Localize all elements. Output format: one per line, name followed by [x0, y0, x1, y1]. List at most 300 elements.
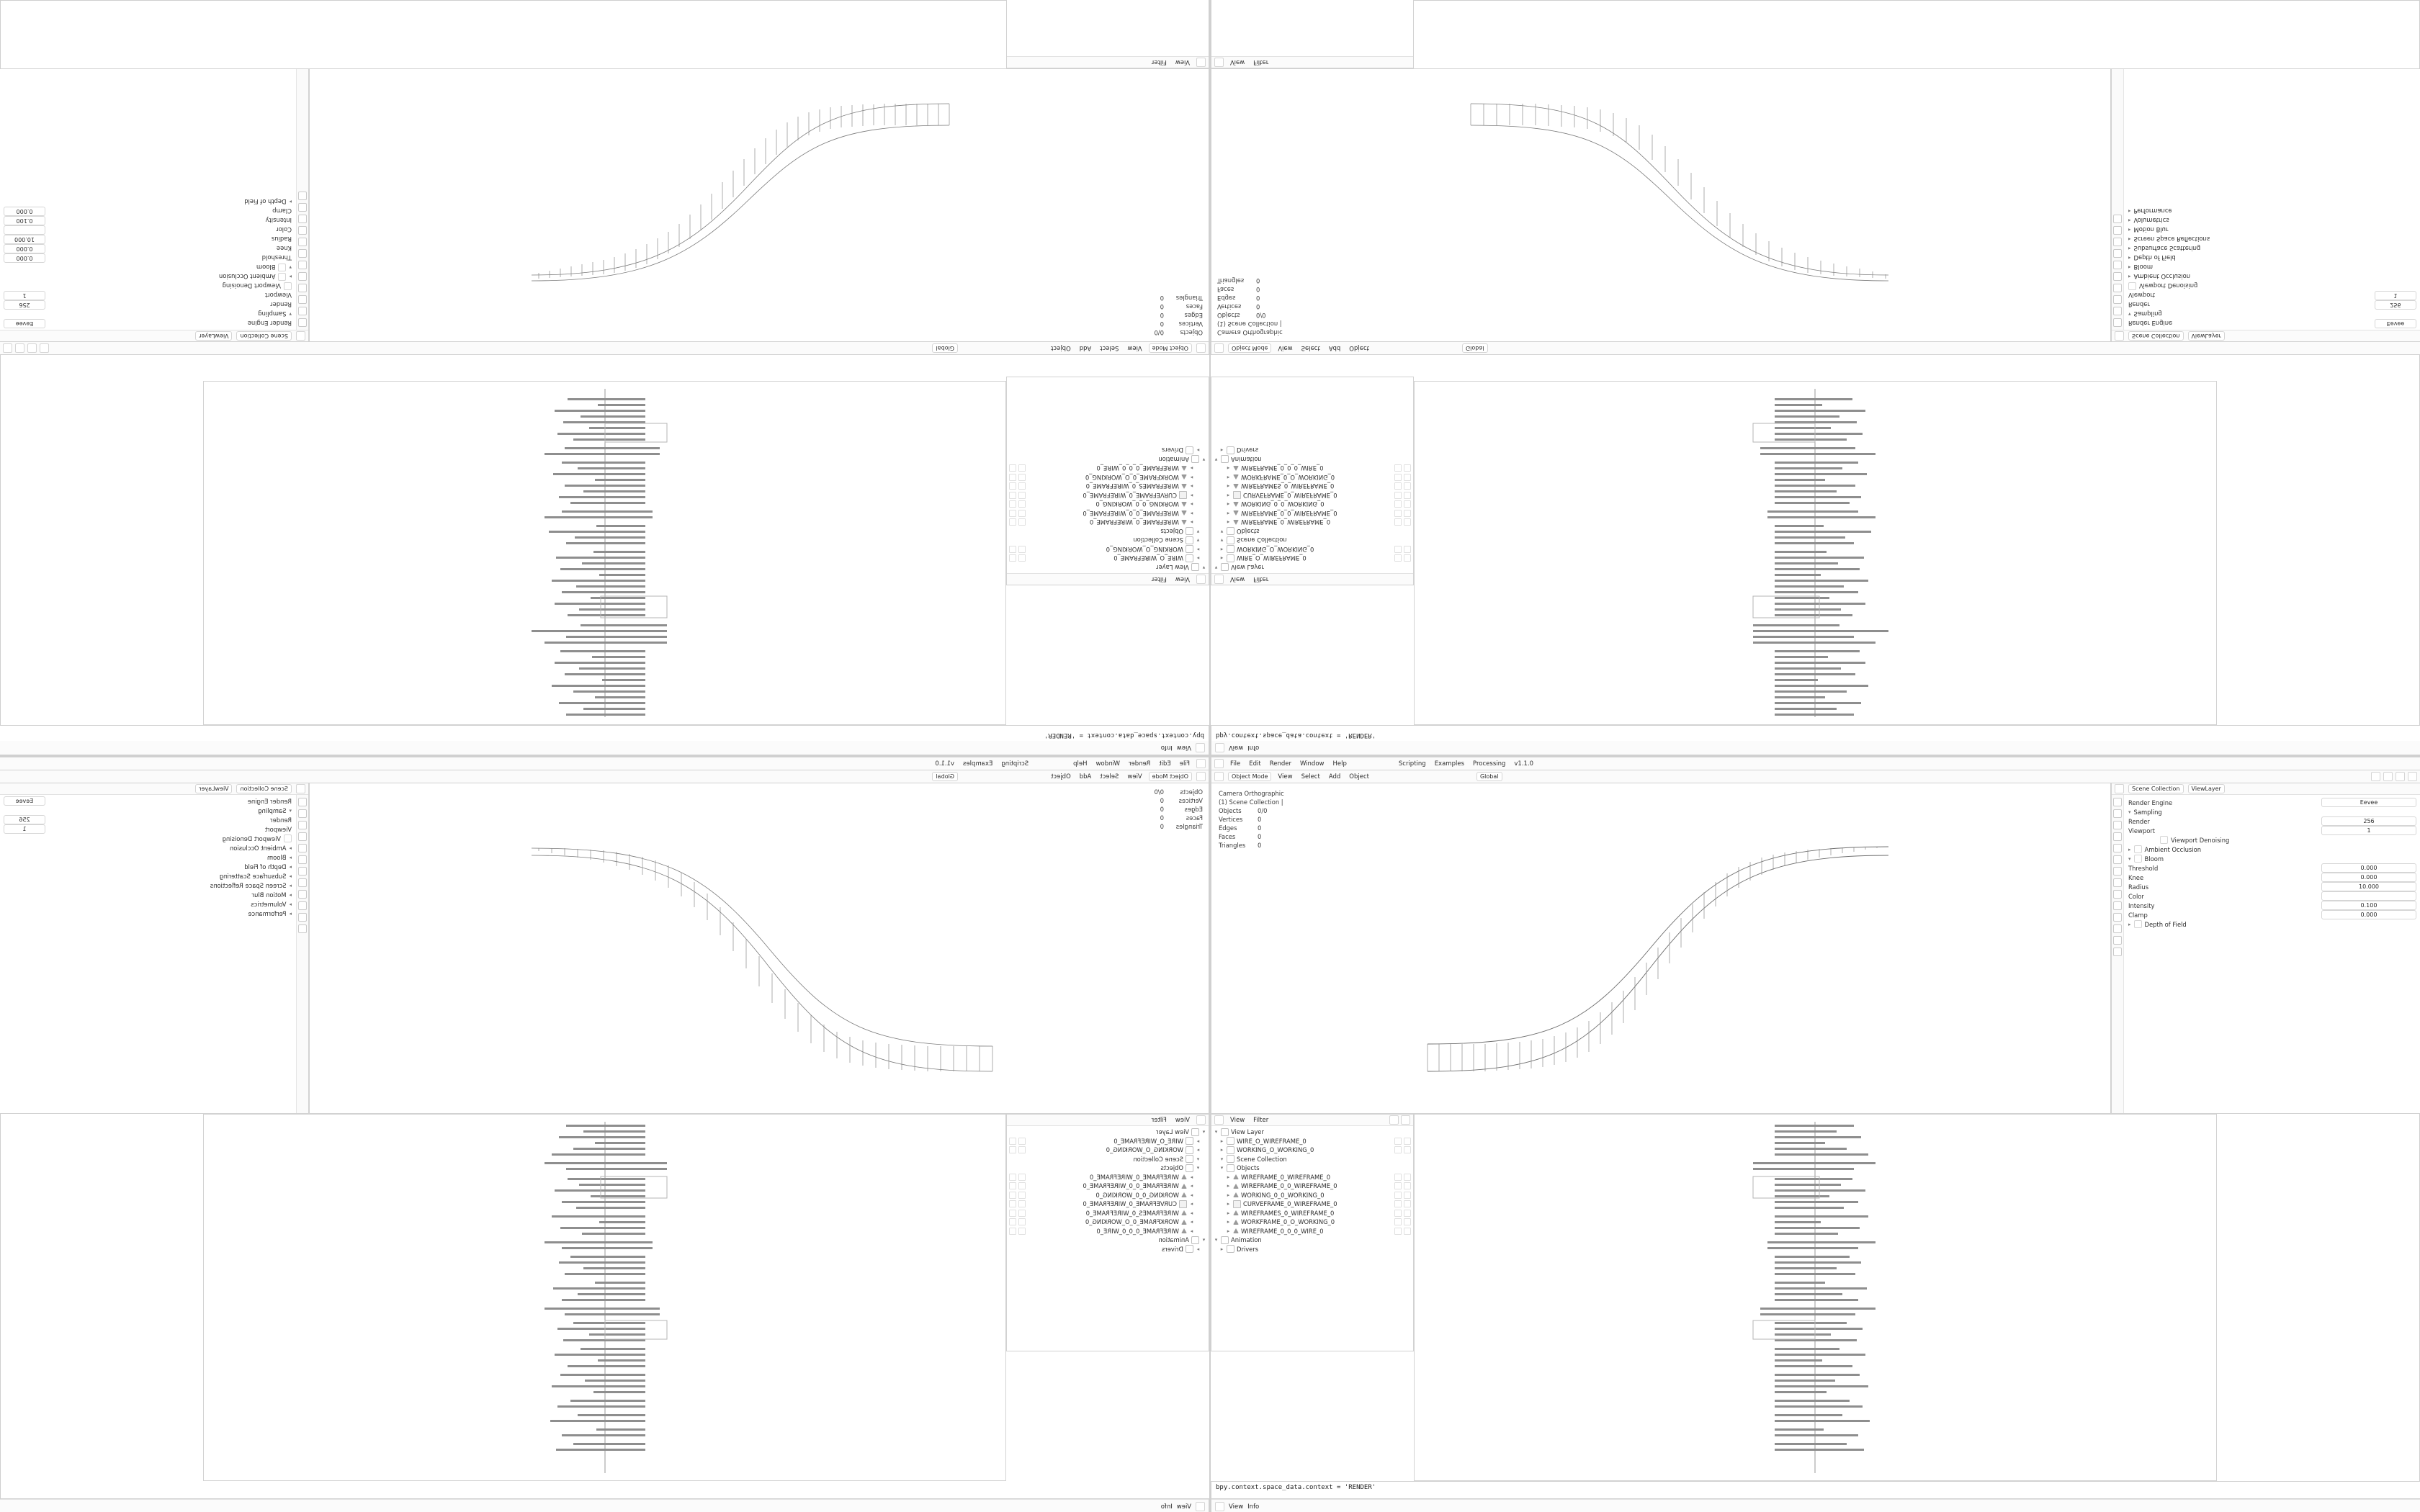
- list-item[interactable]: ▸ WIRE_O_WIREFRAME_0: [1214, 1137, 1411, 1146]
- tab-physics-icon[interactable]: [298, 226, 307, 235]
- scene-selector[interactable]: Scene Collection: [2128, 331, 2184, 341]
- tab-object-icon[interactable]: [2113, 867, 2122, 876]
- list-item[interactable]: ▾ Objects: [1160, 528, 1200, 535]
- script-text-lines-1: [204, 382, 1005, 724]
- render-engine-value[interactable]: Eevee: [4, 796, 45, 806]
- section-bloom[interactable]: Bloom: [2133, 264, 2153, 271]
- properties-editor-1: [0, 68, 309, 342]
- shading-rendered-icon[interactable]: [2408, 772, 2417, 781]
- bloom-clamp-field[interactable]: 0.000: [2321, 910, 2416, 919]
- editor-type-icon[interactable]: [1196, 1115, 1206, 1125]
- wireframe-curve-2: [1211, 69, 2110, 341]
- tab-render-icon[interactable]: [2113, 307, 2122, 315]
- list-item[interactable]: ▸ WIREFRAME_0_WIREFRAME_0: [1009, 1173, 1206, 1182]
- processing-tab[interactable]: Processing: [1473, 760, 1506, 768]
- viewport-menu-view[interactable]: View: [1127, 344, 1142, 352]
- list-item[interactable]: ▸ WIREFRAME_0_0_0_WIRE_0: [1214, 1227, 1411, 1236]
- outliner-3: [1006, 1114, 1209, 1351]
- editor-type-icon[interactable]: [1196, 58, 1206, 67]
- editor-type-icon[interactable]: [2115, 331, 2124, 341]
- tab-modifier-icon[interactable]: [298, 238, 307, 246]
- tab-scene-icon[interactable]: [298, 272, 307, 281]
- transform-orientation-selector[interactable]: Global: [933, 343, 959, 353]
- list-item[interactable]: ▸ Drivers: [1220, 446, 1259, 454]
- editor-type-icon[interactable]: [2115, 784, 2124, 793]
- script-text-lines-3: [204, 1115, 1005, 1480]
- console-icon: [1196, 743, 1205, 752]
- view-layer-selector[interactable]: ViewLayer: [195, 331, 232, 341]
- section-depth-of-field[interactable]: Depth of Field: [2144, 920, 2187, 928]
- menu-edit[interactable]: Edit: [1159, 760, 1171, 768]
- section-bloom[interactable]: Bloom: [2144, 855, 2164, 863]
- list-item[interactable]: ▾ View Layer: [1214, 1128, 1264, 1135]
- shading-material-icon[interactable]: [2396, 772, 2405, 781]
- outliner-menu-filter[interactable]: Filter: [1151, 575, 1167, 583]
- list-item[interactable]: ▸ WIREFRAME_0_WIREFRAME_0: [1214, 518, 1411, 527]
- editor-type-icon[interactable]: [1214, 343, 1224, 353]
- list-item[interactable]: ▾ Animation: [1214, 456, 1262, 463]
- tab-constraint-icon[interactable]: [2113, 913, 2122, 922]
- menu-file[interactable]: File: [1230, 760, 1241, 768]
- scene-selector[interactable]: Scene Collection: [236, 331, 292, 341]
- viewport-denoising-checkbox[interactable]: [284, 834, 292, 842]
- outliner-menu-view[interactable]: View: [1175, 575, 1190, 583]
- tab-tool-icon[interactable]: [298, 318, 307, 327]
- menu-file[interactable]: File: [1179, 760, 1190, 768]
- properties-body-4: Render Engine Eevee ▾ Sampling Render 256 Viewport 1 Viewport Denoising ▸ Ambient Occlusion ▾ Bloom Threshold 0.000 Knee 0.000 Radius 10.000 Color Intensity 0.100 Clamp 0.000 ▸ Depth of Field: [2125, 795, 2420, 929]
- tab-constraint-icon[interactable]: [298, 215, 307, 223]
- editor-type-icon[interactable]: [1196, 575, 1206, 584]
- outliner-tree-1: [1007, 444, 1209, 573]
- list-item[interactable]: ▸ WORKFRAME_0_O_WORKING_0: [1214, 473, 1411, 482]
- render-engine-value[interactable]: Eevee: [4, 319, 45, 328]
- list-item[interactable]: ▸ WIREFRAME_0_0_WIREFRAME_0: [1009, 509, 1206, 518]
- tab-output-icon[interactable]: [298, 295, 307, 304]
- list-item[interactable]: ▸ WORKING_O_WORKING_0: [1214, 545, 1411, 554]
- menu-edit[interactable]: Edit: [1249, 760, 1261, 768]
- properties-body-2: Render Engine Eevee ▾ Sampling Render 256 Viewport 1 Viewport Denoising ▸ Ambient Occlusion ▸ Bloom ▸ Depth of Field ▸ Subsurface Scattering ▸ Screen Space Reflections ▸ Motion Blur ▸ Volumetrics ▸ Performance: [2125, 207, 2420, 330]
- viewport-menu-select[interactable]: Select: [1301, 344, 1320, 352]
- text-editor-2: [1414, 381, 2217, 725]
- render-samples-field[interactable]: 256: [2321, 816, 2416, 826]
- menu-help[interactable]: Help: [1332, 760, 1347, 768]
- section-ambient-occlusion[interactable]: Ambient Occlusion: [2144, 845, 2202, 853]
- list-item[interactable]: ▾ Objects: [1160, 1164, 1200, 1171]
- blender-logo-icon[interactable]: [1196, 759, 1206, 768]
- console-menu-info[interactable]: Info: [1160, 744, 1173, 752]
- topbar-4: [1211, 757, 2420, 770]
- console-menu-view[interactable]: View: [1176, 1503, 1191, 1511]
- list-item[interactable]: ▾ Scene Collection: [1220, 536, 1287, 544]
- tab-modifier-icon[interactable]: [2113, 238, 2122, 246]
- console-icon: [1196, 1502, 1205, 1511]
- list-item[interactable]: ▾ Animation: [1158, 456, 1206, 463]
- list-item[interactable]: ▸ WORKING_0_0_WORKING_0: [1009, 1191, 1206, 1200]
- viewport-menu-add[interactable]: Add: [1079, 344, 1092, 352]
- menu-window[interactable]: Window: [1299, 760, 1325, 768]
- viewport-menu-select[interactable]: Select: [1301, 773, 1320, 780]
- ao-checkbox[interactable]: [278, 273, 286, 281]
- console-menu-info[interactable]: Info: [1160, 1503, 1173, 1511]
- properties-header-3: [0, 783, 308, 795]
- tab-render-icon[interactable]: [298, 307, 307, 315]
- tab-world-icon[interactable]: [298, 261, 307, 269]
- transform-orientation-selector[interactable]: Global: [1476, 772, 1502, 781]
- transform-orientation-selector[interactable]: Global: [933, 772, 959, 781]
- list-item[interactable]: ▸ CURVEFRAME_0_WIREFRAME_0: [1214, 1200, 1411, 1209]
- list-item[interactable]: ▾ Animation: [1214, 1236, 1262, 1243]
- viewport-menu-object[interactable]: Object: [1349, 344, 1369, 352]
- section-bloom[interactable]: Bloom: [256, 264, 276, 271]
- list-item[interactable]: ▸ WIREFRAME_0_0_0_WIRE_0: [1009, 1227, 1206, 1236]
- view-layer-selector[interactable]: ViewLayer: [2188, 784, 2225, 793]
- examples-tab[interactable]: Examples: [963, 760, 993, 768]
- viewport-menu-object[interactable]: Object: [1051, 773, 1071, 780]
- properties-tab-column-2: [2112, 69, 2124, 330]
- view-layer-selector[interactable]: ViewLayer: [195, 784, 232, 793]
- section-performance[interactable]: Performance: [2133, 207, 2172, 215]
- section-subsurface-scattering[interactable]: Subsurface Scattering: [219, 872, 287, 880]
- viewport-menu-view[interactable]: View: [1278, 344, 1293, 352]
- list-item[interactable]: ▾ Scene Collection: [1133, 1155, 1200, 1163]
- tab-viewlayer-icon[interactable]: [2113, 284, 2122, 292]
- section-ambient-occlusion[interactable]: Ambient Occlusion: [218, 273, 276, 281]
- dof-checkbox[interactable]: [2134, 920, 2142, 928]
- list-item[interactable]: ▸ WORKING_O_WORKING_0: [1009, 1146, 1206, 1155]
- section-volumetrics[interactable]: Volumetrics: [251, 900, 287, 908]
- list-item[interactable]: ▸ WIREFRAME_0_0_0_WIRE_0: [1214, 464, 1411, 473]
- editor-type-icon[interactable]: [1214, 58, 1224, 67]
- section-sampling[interactable]: Sampling: [2133, 310, 2162, 318]
- list-item[interactable]: ▸ Drivers: [1220, 1245, 1259, 1253]
- section-ambient-occlusion[interactable]: Ambient Occlusion: [229, 844, 287, 852]
- shading-solid-icon[interactable]: [2383, 772, 2393, 781]
- workspace-tab-scripting[interactable]: Scripting: [1398, 760, 1426, 768]
- list-item[interactable]: ▸ WIREFRAMES_0_WIREFRAME_0: [1009, 1209, 1206, 1218]
- menu-window[interactable]: Window: [1095, 760, 1121, 768]
- viewport-header-3: [0, 770, 1209, 783]
- editor-type-icon[interactable]: [1196, 343, 1206, 353]
- properties-editor-3: [0, 783, 309, 1114]
- editor-type-icon[interactable]: [296, 331, 305, 341]
- list-item[interactable]: ▸ WIREFRAMES_0_WIREFRAME_0: [1009, 482, 1206, 491]
- viewport-menu-add[interactable]: Add: [1079, 773, 1092, 780]
- viewport-stats-4: Camera Orthographic (1) Scene Collection | Objects 0/0 Vertices 0 Edges 0 Faces 0 Triangles 0: [1219, 790, 1284, 849]
- viewport-samples-field[interactable]: 1: [4, 291, 45, 300]
- console-strip-3: [0, 1498, 1209, 1512]
- tab-world-icon[interactable]: [2113, 855, 2122, 864]
- list-item[interactable]: ▸ WIREFRAME_0_0_WIREFRAME_0: [1214, 509, 1411, 518]
- viewport-denoising-checkbox[interactable]: [2160, 836, 2168, 844]
- console-strip-2: [1211, 741, 2420, 755]
- viewport-menu-select[interactable]: Select: [1100, 344, 1119, 352]
- outliner-tree-4: [1211, 1126, 1413, 1255]
- shading-rendered-icon[interactable]: [3, 343, 12, 353]
- tab-scene-icon[interactable]: [2113, 844, 2122, 852]
- workspace-tab-scripting[interactable]: Scripting: [1001, 760, 1029, 768]
- tab-object-icon[interactable]: [2113, 249, 2122, 258]
- list-item[interactable]: ▸ WIREFRAME_0_WIREFRAME_0: [1009, 518, 1206, 527]
- editor-type-icon[interactable]: [296, 784, 305, 793]
- scene-selector[interactable]: Scene Collection: [236, 784, 292, 793]
- console-menu-view[interactable]: View: [1229, 1503, 1244, 1511]
- filter-icon[interactable]: [1401, 1115, 1410, 1125]
- tab-object-icon[interactable]: [298, 867, 307, 876]
- tab-output-icon[interactable]: [2113, 821, 2122, 829]
- editor-type-icon[interactable]: [1214, 1115, 1224, 1125]
- tab-render-icon[interactable]: [2113, 809, 2122, 818]
- tab-output-icon[interactable]: [298, 821, 307, 829]
- console-menu-view[interactable]: View: [1176, 744, 1191, 752]
- viewport-3d-2[interactable]: [1211, 68, 2111, 342]
- viewport-stats-1: Objects 0/0 Vertices 0 Edges 0 Faces 0 Triangles 0: [1154, 294, 1203, 336]
- editor-type-icon[interactable]: [1196, 772, 1206, 781]
- properties-body-3: Render Engine Eevee ▾ Sampling Render 256 Viewport 1 Viewport Denoising ▸ Ambient Occlusion ▸ Bloom ▸ Depth of Field ▸ Subsurface Scattering ▸ Screen Space Reflections ▸ Motion Blur ▸ Volumetrics ▸ Performance: [0, 795, 295, 918]
- outliner-2: [1211, 377, 1414, 585]
- console-line-2: bpy.context.space_data.context = 'RENDER': [1216, 732, 1376, 739]
- bloom-threshold-field[interactable]: 0.000: [2321, 863, 2416, 873]
- viewport-3d-1[interactable]: [309, 68, 1209, 342]
- tab-scene-icon[interactable]: [2113, 272, 2122, 281]
- render-engine-value[interactable]: Eevee: [2321, 798, 2416, 807]
- render-engine-label: Render Engine: [2128, 320, 2173, 328]
- tab-viewlayer-icon[interactable]: [298, 284, 307, 292]
- outliner-menu-view[interactable]: View: [1230, 1116, 1245, 1124]
- section-sampling[interactable]: Sampling: [258, 310, 287, 318]
- viewport-menu-view[interactable]: View: [1127, 773, 1142, 780]
- list-item[interactable]: ▸ Drivers: [1161, 446, 1200, 454]
- camera-label: Camera Orthographic: [1219, 790, 1284, 797]
- list-item[interactable]: ▾ Objects: [1220, 528, 1260, 535]
- list-item[interactable]: ▾ Scene Collection: [1220, 1155, 1287, 1163]
- list-item[interactable]: ▸ WIREFRAME_0_0_WIREFRAME_0: [1214, 1182, 1411, 1191]
- viewport-samples-field[interactable]: 1: [4, 824, 45, 834]
- viewport-denoising-checkbox[interactable]: [284, 282, 292, 290]
- shading-material-icon[interactable]: [15, 343, 24, 353]
- list-item[interactable]: ▸ WIREFRAME_0_WIREFRAME_0: [1214, 1173, 1411, 1182]
- tab-material-icon[interactable]: [2113, 936, 2122, 945]
- section-sampling[interactable]: Sampling: [2133, 808, 2162, 816]
- menu-render[interactable]: Render: [1269, 760, 1291, 768]
- render-samples-field[interactable]: 256: [4, 300, 45, 310]
- tab-viewlayer-icon[interactable]: [2113, 832, 2122, 841]
- ao-checkbox[interactable]: [2134, 845, 2142, 853]
- tab-physics-icon[interactable]: [2113, 901, 2122, 910]
- tab-physics-icon[interactable]: [298, 890, 307, 899]
- tab-world-icon[interactable]: [2113, 261, 2122, 269]
- list-item[interactable]: ▸ WIRE_O_WIREFRAME_0: [1009, 554, 1206, 563]
- console-menu-info[interactable]: Info: [1247, 1503, 1260, 1511]
- list-item[interactable]: ▸ WIRE_O_WIREFRAME_0: [1214, 554, 1411, 563]
- viewport-3d-3[interactable]: [309, 783, 1209, 1114]
- tab-constraint-icon[interactable]: [298, 901, 307, 910]
- list-item[interactable]: ▸ CURVEFRAME_0_WIREFRAME_0: [1214, 491, 1411, 500]
- tab-data-icon[interactable]: [298, 203, 307, 212]
- list-item[interactable]: ▸ WORKING_0_0_WORKING_0: [1009, 500, 1206, 509]
- scene-selector[interactable]: Scene Collection: [2128, 784, 2184, 793]
- tab-output-icon[interactable]: [2113, 295, 2122, 304]
- menu-help[interactable]: Help: [1073, 760, 1088, 768]
- outliner-header-4: [1211, 1115, 1413, 1126]
- object-mode-selector[interactable]: Object Mode: [1228, 343, 1271, 353]
- viewport-samples-field[interactable]: 1: [2375, 291, 2416, 300]
- menu-render[interactable]: Render: [1129, 760, 1151, 768]
- list-item[interactable]: ▸ WORKING_O_WORKING_0: [1214, 1146, 1411, 1155]
- tab-tool-icon[interactable]: [298, 798, 307, 806]
- section-screen-space-reflections[interactable]: Screen Space Reflections: [210, 881, 287, 889]
- editor-type-icon[interactable]: [1214, 772, 1224, 781]
- section-ambient-occlusion[interactable]: Ambient Occlusion: [2133, 273, 2191, 281]
- outliner-tree-3: [1007, 1126, 1209, 1255]
- section-screen-space-reflections[interactable]: Screen Space Reflections: [2133, 235, 2210, 243]
- section-motion-blur[interactable]: Motion Blur: [2133, 226, 2169, 234]
- editor-type-icon[interactable]: [1214, 575, 1224, 584]
- outliner-menu-view[interactable]: View: [1175, 1116, 1190, 1124]
- quadrant-top-right: [1210, 0, 2420, 756]
- tab-constraint-icon[interactable]: [2113, 215, 2122, 223]
- render-engine-value[interactable]: Eevee: [2375, 319, 2416, 328]
- tab-world-icon[interactable]: [298, 855, 307, 864]
- outliner-menu-view[interactable]: View: [1175, 58, 1190, 66]
- outliner-menu-filter[interactable]: Filter: [1151, 58, 1167, 66]
- bloom-checkbox[interactable]: [278, 264, 286, 271]
- bloom-color-swatch[interactable]: [4, 225, 45, 235]
- render-samples-field[interactable]: 256: [2375, 300, 2416, 310]
- viewport-menu-view[interactable]: View: [1278, 773, 1293, 780]
- list-item[interactable]: ▸ WIRE_O_WIREFRAME_0: [1009, 1137, 1206, 1146]
- list-item[interactable]: ▸ WIREFRAMES_0_WIREFRAME_0: [1214, 482, 1411, 491]
- viewport-3d-4[interactable]: [1211, 783, 2111, 1114]
- bloom-color-swatch[interactable]: [2321, 891, 2416, 901]
- tab-particles-icon[interactable]: [2113, 890, 2122, 899]
- list-item[interactable]: ▸ WORKFRAME_0_O_WORKING_0: [1009, 473, 1206, 482]
- view-layer-selector[interactable]: ViewLayer: [2188, 331, 2225, 341]
- bloom-knee-field[interactable]: 0.000: [2321, 873, 2416, 882]
- examples-tab[interactable]: Examples: [1434, 760, 1464, 768]
- viewport-menu-add[interactable]: Add: [1328, 773, 1341, 780]
- viewport-menu-add[interactable]: Add: [1328, 344, 1341, 352]
- outliner-menu-filter[interactable]: Filter: [1253, 58, 1269, 66]
- shading-solid-icon[interactable]: [27, 343, 37, 353]
- outliner-menu-view[interactable]: View: [1230, 58, 1245, 66]
- console-line-4: bpy.context.space_data.context = 'RENDER': [1216, 1484, 1376, 1491]
- viewport-samples-field[interactable]: 1: [2321, 826, 2416, 835]
- wireframe-curve-4: [1211, 783, 2110, 1113]
- tab-object-icon[interactable]: [298, 249, 307, 258]
- quadrant-bottom-left: [0, 756, 1210, 1512]
- object-mode-selector[interactable]: Object Mode: [1149, 343, 1192, 353]
- viewport-menu-select[interactable]: Select: [1100, 773, 1119, 780]
- version-label: v1.1.0: [935, 760, 954, 768]
- section-subsurface-scattering[interactable]: Subsurface Scattering: [2133, 245, 2201, 253]
- list-item[interactable]: ▸ WORKFRAME_0_O_WORKING_0: [1009, 1218, 1206, 1227]
- list-item[interactable]: ▾ View Layer: [1214, 564, 1264, 571]
- list-item[interactable]: ▸ WIREFRAMES_0_WIREFRAME_0: [1214, 1209, 1411, 1218]
- viewport-header-2: [1211, 342, 2420, 355]
- outliner-header-1: [1007, 573, 1209, 585]
- render-samples-field[interactable]: 256: [4, 815, 45, 824]
- tab-scene-icon[interactable]: [298, 844, 307, 852]
- tab-physics-icon[interactable]: [2113, 226, 2122, 235]
- viewport-header-1: [0, 342, 1209, 355]
- viewport-menu-object[interactable]: Object: [1051, 344, 1071, 352]
- tab-tool-icon[interactable]: [2113, 798, 2122, 806]
- search-icon[interactable]: [1389, 1115, 1399, 1125]
- list-item[interactable]: ▾ View Layer: [1156, 1128, 1206, 1135]
- properties-editor-2: [2111, 68, 2420, 342]
- bloom-checkbox[interactable]: [2134, 855, 2142, 863]
- list-item[interactable]: ▸ WORKING_0_0_WORKING_0: [1214, 500, 1411, 509]
- viewport-denoising-checkbox[interactable]: [2128, 282, 2136, 290]
- bloom-intensity-field[interactable]: 0.100: [2321, 901, 2416, 910]
- tab-render-icon[interactable]: [298, 809, 307, 818]
- console-strip-1: [0, 741, 1209, 755]
- list-item[interactable]: ▸ WIREFRAME_0_0_0_WIRE_0: [1009, 464, 1206, 473]
- tab-tool-icon[interactable]: [2113, 318, 2122, 327]
- outliner-menu-filter[interactable]: Filter: [1151, 1116, 1167, 1124]
- list-item[interactable]: ▾ Objects: [1220, 1164, 1260, 1171]
- wireframe-curve-3: [310, 783, 1209, 1113]
- tab-data-icon[interactable]: [2113, 924, 2122, 933]
- viewport-stats-3: Objects 0/0 Vertices 0 Edges 0 Faces 0 Triangles 0: [1154, 788, 1203, 830]
- viewport-menu-object[interactable]: Object: [1349, 773, 1369, 780]
- section-volumetrics[interactable]: Volumetrics: [2133, 217, 2169, 225]
- list-item[interactable]: ▸ WORKFRAME_0_O_WORKING_0: [1214, 1218, 1411, 1227]
- section-depth-of-field[interactable]: Depth of Field: [244, 198, 287, 206]
- blender-logo-icon[interactable]: [1214, 759, 1224, 768]
- list-item[interactable]: ▾ Scene Collection: [1133, 536, 1200, 544]
- object-mode-selector[interactable]: Object Mode: [1149, 772, 1192, 781]
- tab-modifier-icon[interactable]: [2113, 878, 2122, 887]
- console-strip-4: [1211, 1498, 2420, 1512]
- transform-orientation-selector[interactable]: Global: [1462, 343, 1488, 353]
- outliner-menu-view[interactable]: View: [1230, 575, 1245, 583]
- console-menu-info[interactable]: Info: [1247, 744, 1260, 752]
- section-bloom[interactable]: Bloom: [267, 853, 287, 861]
- render-engine-label: Render Engine: [247, 320, 292, 328]
- section-performance[interactable]: Performance: [248, 909, 287, 917]
- list-item[interactable]: ▸ CURVEFRAME_0_WIREFRAME_0: [1009, 491, 1206, 500]
- shading-wireframe-icon[interactable]: [40, 343, 49, 353]
- list-item[interactable]: ▸ WORKING_O_WORKING_0: [1009, 545, 1206, 554]
- bloom-radius-field[interactable]: 10.000: [2321, 882, 2416, 891]
- outliner-4: [1211, 1114, 1414, 1351]
- list-item[interactable]: ▸ WIREFRAME_0_0_WIREFRAME_0: [1009, 1182, 1206, 1191]
- tab-texture-icon[interactable]: [2113, 948, 2122, 956]
- outliner-menu-filter[interactable]: Filter: [1253, 1116, 1269, 1124]
- list-item[interactable]: ▸ CURVEFRAME_0_WIREFRAME_0: [1009, 1200, 1206, 1209]
- list-item[interactable]: ▸ Drivers: [1161, 1245, 1200, 1253]
- list-item[interactable]: ▾ Animation: [1158, 1236, 1206, 1243]
- list-item[interactable]: ▾ View Layer: [1156, 564, 1206, 571]
- outliner-menu-filter[interactable]: Filter: [1253, 575, 1269, 583]
- properties-tab-column-3: [296, 795, 308, 1113]
- section-depth-of-field[interactable]: Depth of Field: [2133, 254, 2176, 262]
- tab-material-icon[interactable]: [298, 192, 307, 200]
- tab-viewlayer-icon[interactable]: [298, 832, 307, 841]
- section-motion-blur[interactable]: Motion Blur: [251, 891, 287, 899]
- tab-data-icon[interactable]: [298, 913, 307, 922]
- section-depth-of-field[interactable]: Depth of Field: [244, 863, 287, 870]
- shading-wireframe-icon[interactable]: [2371, 772, 2380, 781]
- tab-modifier-icon[interactable]: [298, 878, 307, 887]
- console-menu-view[interactable]: View: [1229, 744, 1244, 752]
- tab-material-icon[interactable]: [298, 924, 307, 933]
- section-sampling[interactable]: Sampling: [258, 806, 287, 814]
- wireframe-curve-1: [310, 69, 1209, 341]
- object-mode-selector[interactable]: Object Mode: [1228, 772, 1271, 781]
- list-item[interactable]: ▸ WORKING_0_0_WORKING_0: [1214, 1191, 1411, 1200]
